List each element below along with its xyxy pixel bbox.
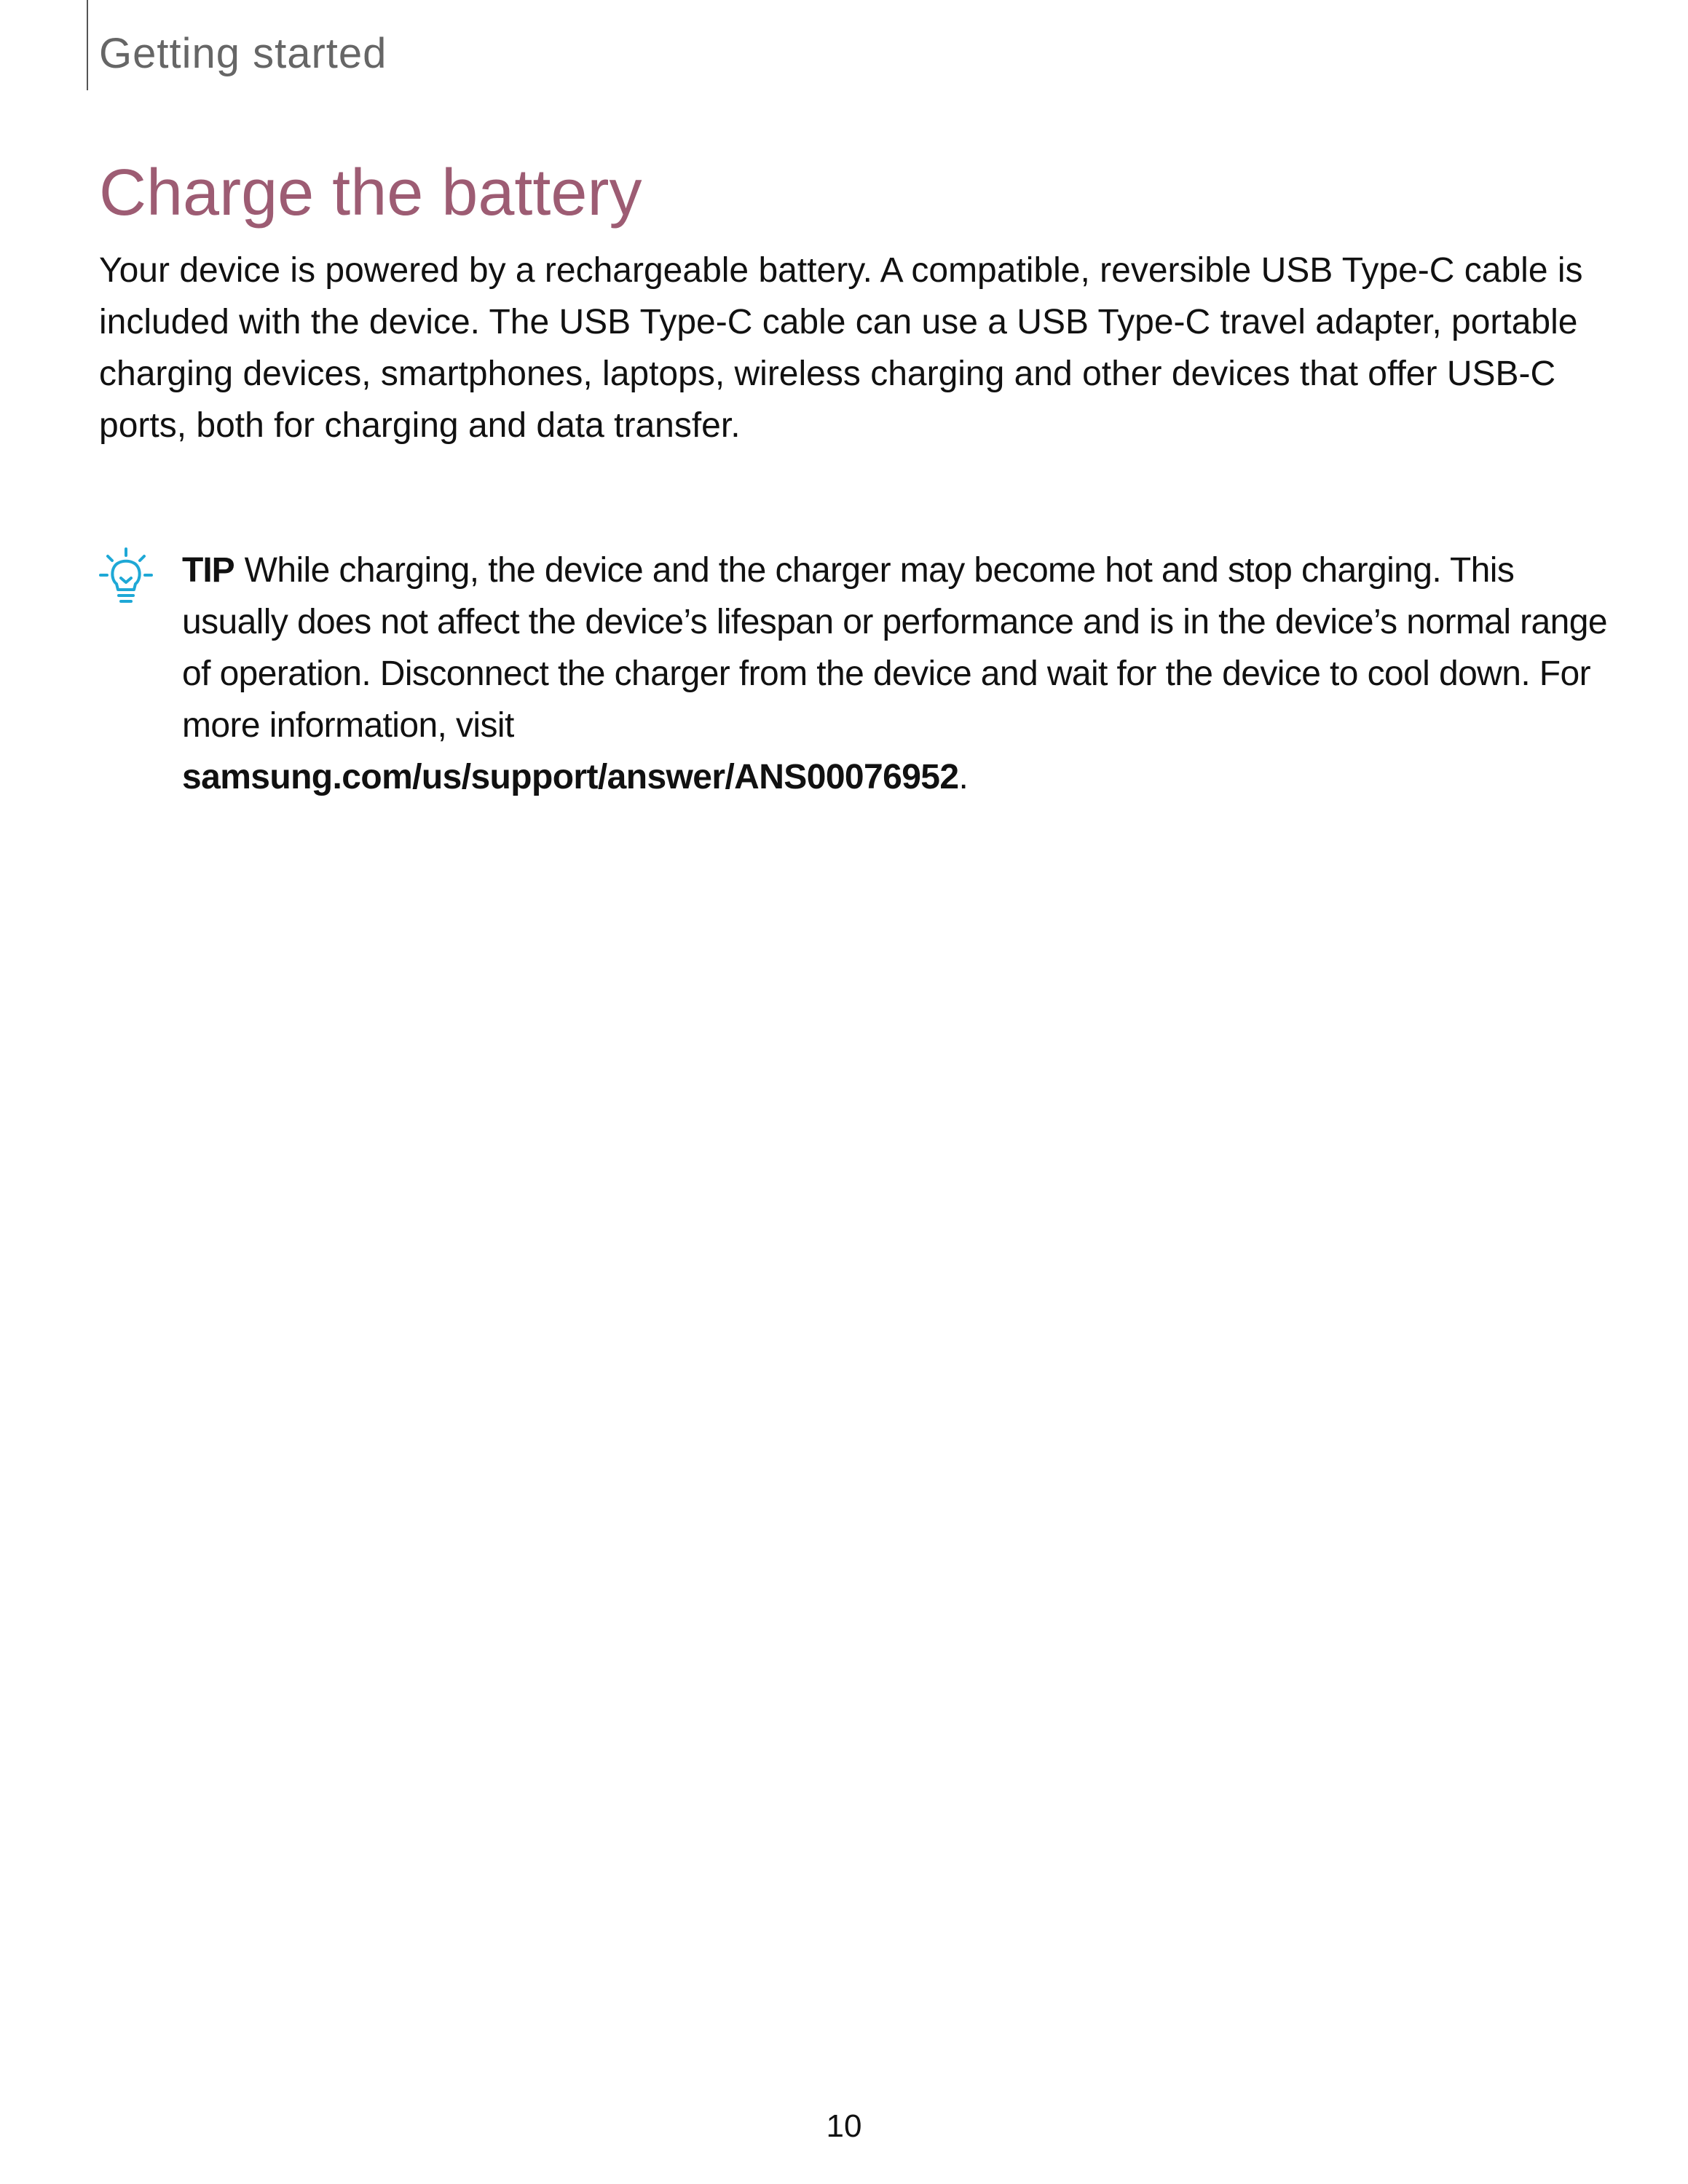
tip-label: TIP: [182, 551, 234, 590]
page-number: 10: [826, 2108, 862, 2144]
header-divider: [87, 0, 88, 90]
support-link[interactable]: samsung.com/us/support/answer/ANS00076952: [182, 758, 959, 796]
tip-body: While charging, the device and the charger may become hot and stop charging. This usually does not affect the device’s lifespan or performance and is in the device’s normal range of operation. Disconnect the charger from the device and wait for the device to cool down. For more information, visit: [182, 551, 1607, 745]
tip-trailing-punctuation: .: [958, 758, 969, 796]
tip-text: [182, 545, 1614, 803]
tip-callout: [99, 545, 1614, 803]
body-paragraph: Your device is powered by a rechargeable battery. A compatible, reversible USB Type-C cable is included with the device. The USB Type-C cable can use a USB Type-C travel adapter, portable charging devices, smartphones, laptops, wireless charging and other devices that offer USB-C ports, both for charging and data transfer.: [99, 251, 1583, 445]
page-title: Charge the battery: [99, 157, 642, 229]
section-label: Getting started: [99, 30, 387, 77]
lightbulb-icon: [99, 547, 153, 604]
